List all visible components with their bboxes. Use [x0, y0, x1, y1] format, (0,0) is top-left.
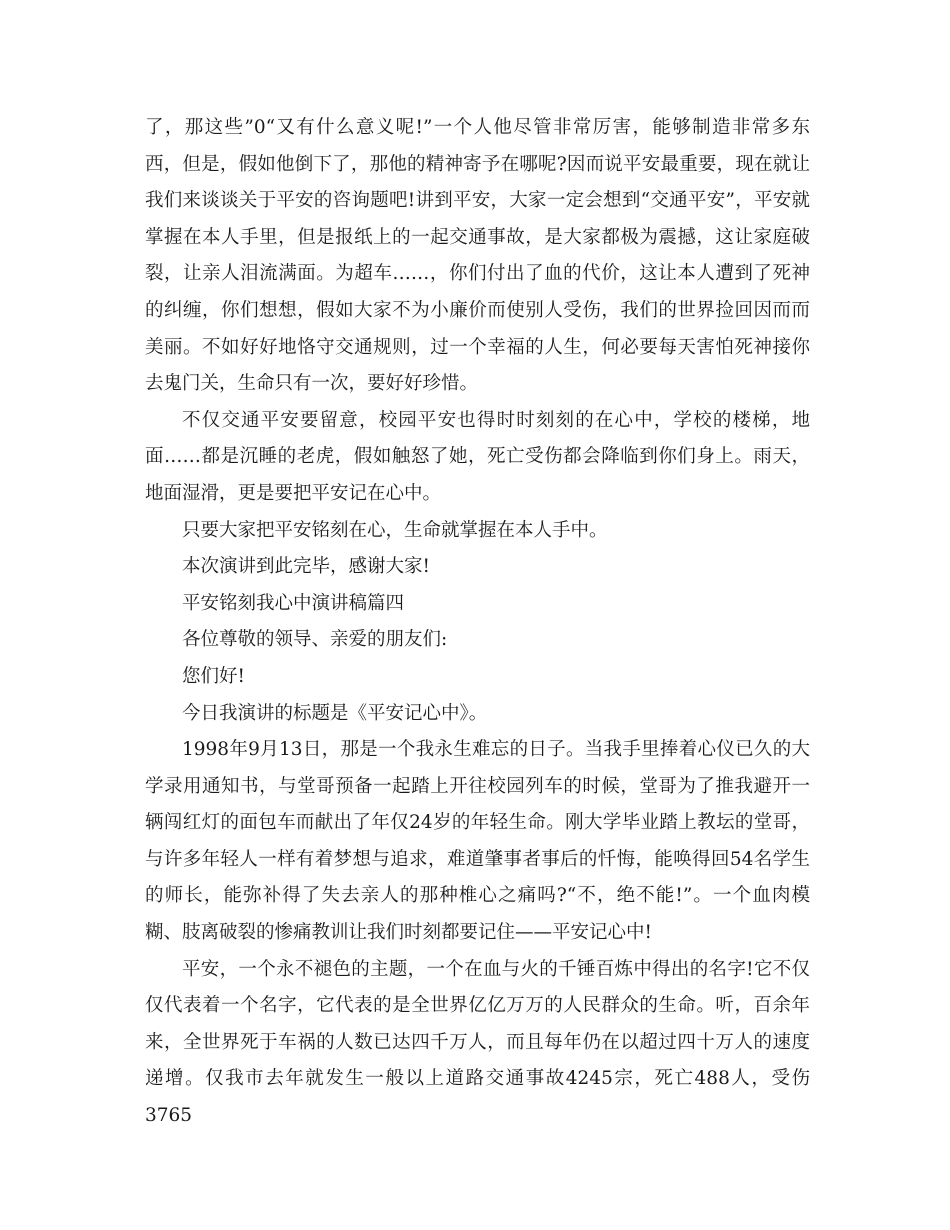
text-line: 本次演讲到此完毕，感谢大家!: [182, 556, 430, 578]
text-line: 我们来谈谈关于平安的咨询题吧!讲到平安，大家一定会想到“交通平安”，平安就: [145, 190, 810, 212]
text-line: 今日我演讲的标题是《平安记心中》。: [182, 702, 488, 724]
text-line: 面……都是沉睡的老虎，假如触怒了她，死亡受伤都会降临到你们身上。雨天，: [145, 446, 810, 468]
text-line: 裂，让亲人泪流满面。为超车……，你们付出了血的代价，这让本人遭到了死神: [145, 263, 810, 285]
text-line: 了，那这些”0“又有什么意义呢!”一个人他尽管非常厉害，能够制造非常多东: [145, 117, 810, 138]
text-line: 去鬼门关，生命只有一次，要好好珍惜。: [145, 373, 479, 395]
text-line: 糊、肢离破裂的惨痛教训让我们时刻都要记住——平安记心中!: [145, 922, 652, 944]
text-line: 不仅交通平安要留意，校园平安也得时时刻刻的在心中，学校的楼梯，地: [182, 409, 810, 431]
document-body-text: [145, 110, 810, 1127]
text-line: 各位尊敬的领导、亲爱的朋友们:: [182, 629, 448, 651]
text-line: 学录用通知书，与堂哥预备一起踏上开往校园列车的时候，堂哥为了推我避开一: [145, 775, 810, 797]
text-line: 与许多年轻人一样有着梦想与追求，难道肇事者事后的忏悔，能唤得回54名学生: [145, 848, 810, 870]
text-line: 的师长，能弥补得了失去亲人的那种椎心之痛吗?“不，绝不能!”。一个血肉模: [145, 885, 810, 907]
text-line: 来，全世界死于车祸的人数已达四千万人，而且每年仍在以超过四十万人的速度: [145, 1031, 810, 1053]
text-line: 的纠缠，你们想想，假如大家不为小廉价而使别人受伤，我们的世界捡回因而而: [145, 299, 810, 321]
text-line: 平安铭刻我心中演讲稿篇四: [182, 592, 405, 614]
text-line: 平安，一个永不褪色的主题，一个在血与火的千锤百炼中得出的名字!它不仅: [182, 958, 810, 980]
text-line: 1998年9月13日，那是一个我永生难忘的日子。当我手里捧着心仪已久的大: [182, 739, 810, 761]
text-line: 地面湿滑，更是要把平安记在心中。: [145, 482, 442, 504]
text-line: 您们好!: [182, 665, 245, 687]
text-line: 仅代表着一个名字，它代表的是全世界亿亿万万的人民群众的生命。听，百余年: [145, 995, 810, 1017]
text-line: 美丽。不如好好地恪守交通规则，过一个幸福的人生，何必要每天害怕死神接你: [145, 336, 810, 358]
text-line: 只要大家把平安铭刻在心，生命就掌握在本人手中。: [182, 519, 608, 541]
text-line: 西，但是，假如他倒下了，那他的精神寄予在哪呢?因而说平安最重要，现在就让: [145, 153, 810, 175]
text-line: 递增。仅我市去年就发生一般以上道路交通事故4245宗，死亡488人，受伤3765: [145, 1068, 810, 1127]
text-line: 掌握在本人手里，但是报纸上的一起交通事故，是大家都极为震撼，这让家庭破: [145, 226, 810, 248]
text-line: 辆闯红灯的面包车而献出了年仅24岁的年轻生命。刚大学毕业踏上教坛的堂哥，: [145, 812, 810, 834]
